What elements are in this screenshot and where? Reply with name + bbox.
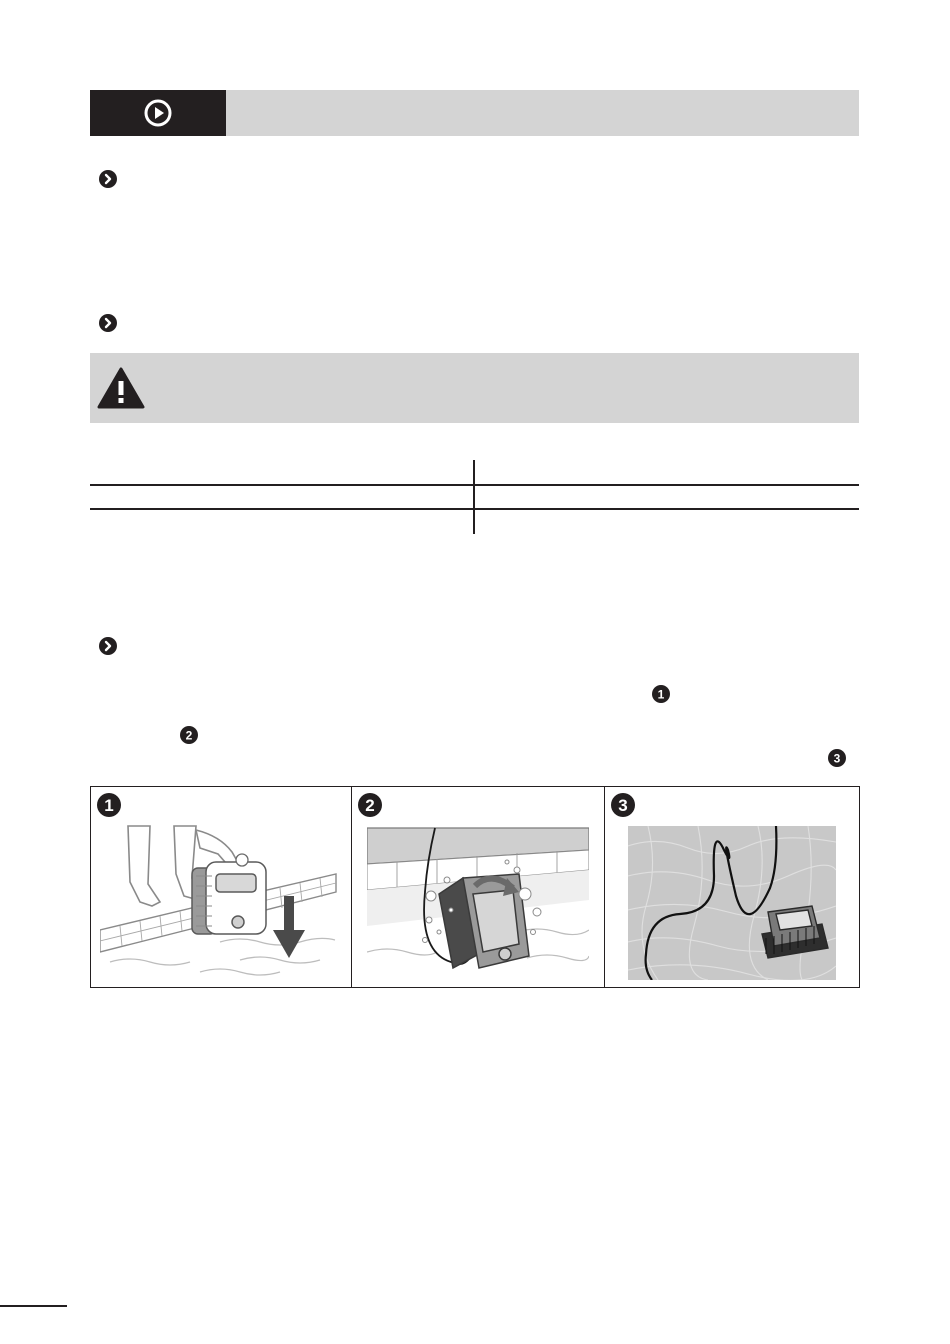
svg-text:2: 2 <box>365 796 375 815</box>
table-row-divider <box>90 484 859 486</box>
step-2-icon <box>180 726 198 744</box>
chevron-right-circle-icon <box>99 637 117 655</box>
warning-triangle-icon <box>97 366 145 410</box>
warning-box <box>90 353 859 423</box>
panel-1-number-icon <box>96 792 122 818</box>
robot-on-pool-floor-illustration <box>628 826 836 980</box>
step-1-icon <box>652 685 670 703</box>
chevron-right-circle-icon <box>99 170 117 188</box>
chevron-right-circle-icon <box>99 314 117 332</box>
svg-text:1: 1 <box>657 687 665 702</box>
figure-panel-divider <box>604 786 605 988</box>
panel-2-number-icon <box>357 792 383 818</box>
panel-3-number-icon <box>610 792 636 818</box>
svg-text:1: 1 <box>104 796 114 815</box>
table-row-divider <box>90 508 859 510</box>
robot-sinking-illustration <box>367 822 589 980</box>
spec-table <box>90 460 859 534</box>
svg-text:2: 2 <box>185 728 193 743</box>
step-3-icon <box>828 749 846 767</box>
section-header-icon-block <box>90 90 226 136</box>
svg-text:3: 3 <box>618 796 628 815</box>
figure-panel-divider <box>351 786 352 988</box>
person-lowering-robot-illustration <box>100 822 340 980</box>
page-footer-rule <box>0 1305 67 1307</box>
play-circle-icon <box>143 98 173 128</box>
svg-text:3: 3 <box>833 751 841 766</box>
table-column-divider <box>473 460 475 534</box>
